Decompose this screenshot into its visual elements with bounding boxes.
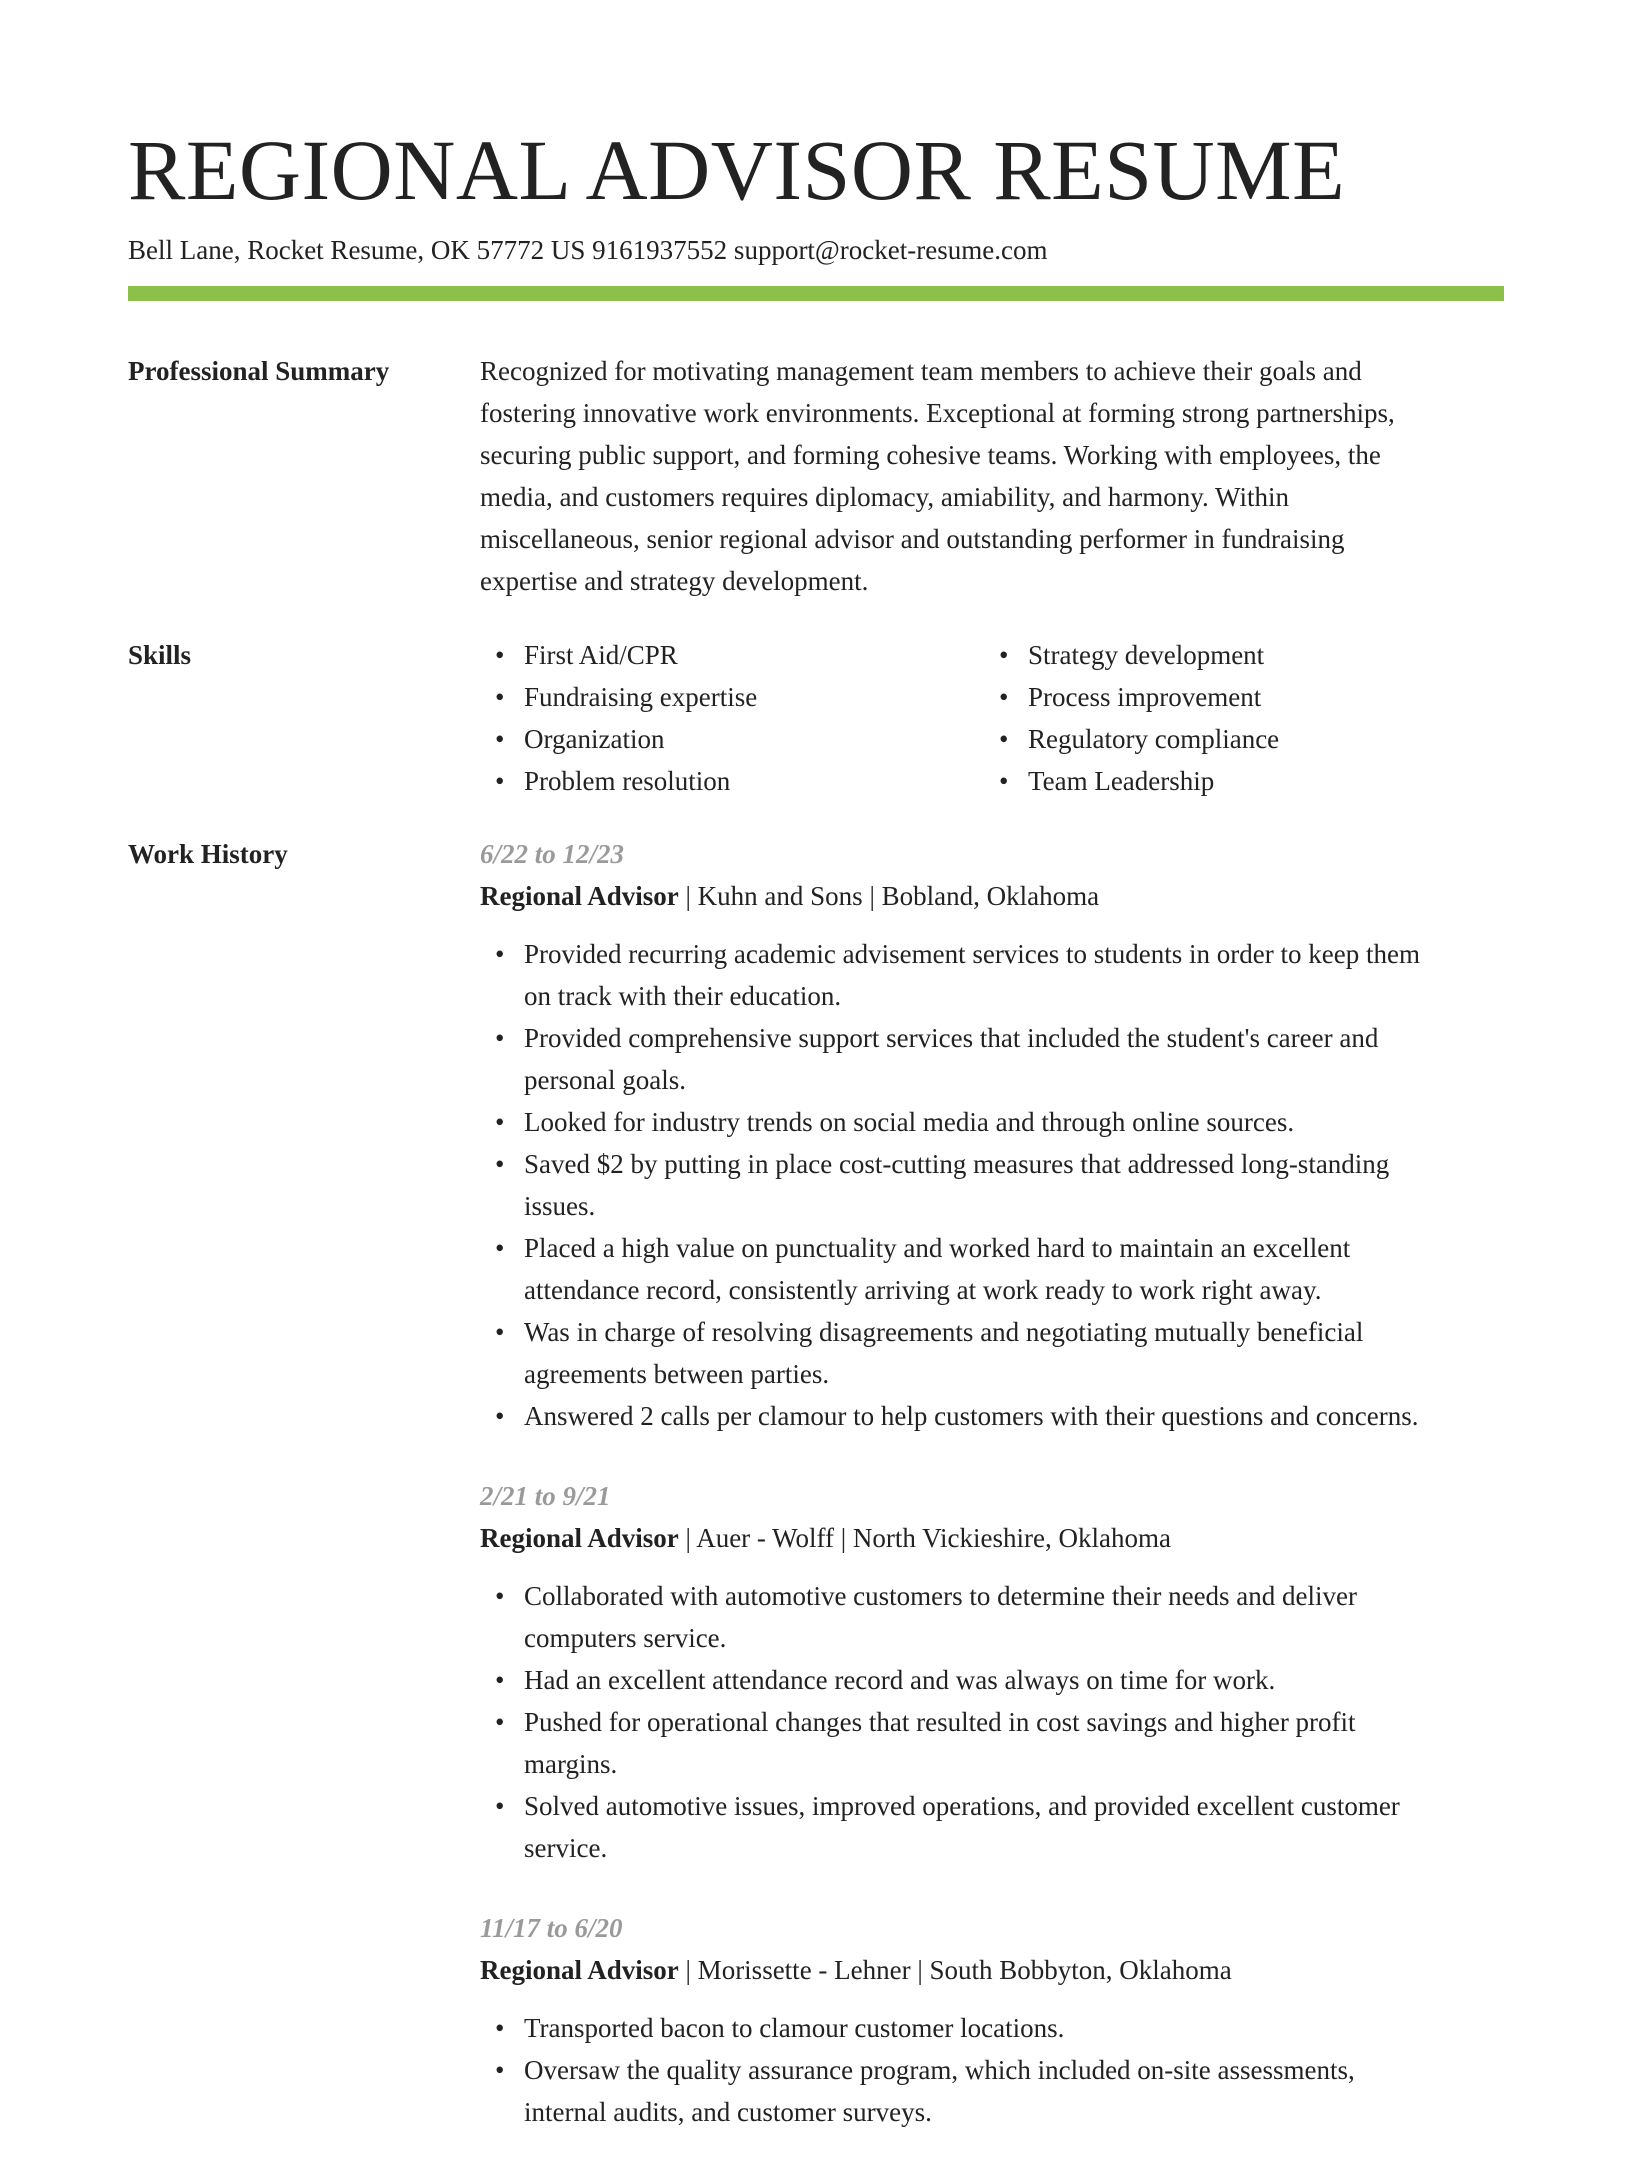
skills-columns: [480, 634, 1504, 802]
job-heading: [480, 1517, 1504, 1559]
job-bullet-line: Oversaw the quality assurance program, which included on-site assessments,: [524, 2055, 1355, 2085]
summary-text: [480, 350, 1504, 602]
job-bullet: [480, 1143, 1504, 1227]
job-company-location: | Kuhn and Sons | Bobland, Oklahoma: [678, 881, 1100, 911]
job-bullet-line: Provided recurring academic advisement services to students in order to keep them: [524, 939, 1420, 969]
job-bullet-line: issues.: [524, 1191, 596, 1221]
job-bullet-line: Provided comprehensive support services that included the student's career and: [524, 1023, 1379, 1053]
job-company-location: | Auer - Wolff | North Vickieshire, Oklahoma: [678, 1523, 1171, 1553]
skill-item-text: Problem resolution: [524, 766, 731, 796]
summary-heading: Professional Summary: [128, 356, 390, 386]
job-bullet-line: internal audits, and customer surveys.: [524, 2097, 932, 2127]
job-date: 6/22 to 12/23: [480, 839, 625, 869]
job-bullet: [480, 1311, 1504, 1395]
job-heading: [480, 875, 1504, 917]
skills-list-right: [984, 634, 1488, 802]
job-bullet-line: personal goals.: [524, 1065, 686, 1095]
summary-line: expertise and strategy development.: [480, 566, 869, 596]
job-bullet-line: Had an excellent attendance record and was always on time for work.: [524, 1665, 1276, 1695]
bullet-icon: •: [495, 1401, 505, 1431]
summary-line: securing public support, and forming cohesive teams. Working with employees, the: [480, 440, 1381, 470]
skill-item-text: Strategy development: [1028, 640, 1265, 670]
summary-line: Recognized for motivating management team members to achieve their goals and: [480, 356, 1362, 386]
job-bullet-list: [480, 2007, 1504, 2133]
job-bullet-line: on track with their education.: [524, 981, 842, 1011]
skills-heading: Skills: [128, 640, 192, 670]
skill-item-text: Organization: [524, 724, 665, 754]
job-title: Regional Advisor: [480, 1955, 679, 1985]
bullet-icon: •: [495, 724, 505, 754]
job-bullet: [480, 933, 1504, 1017]
skill-item: [984, 760, 1488, 802]
job-bullet: [480, 1227, 1504, 1311]
job-bullet: [480, 1575, 1504, 1659]
job-bullet-list: [480, 1575, 1504, 1869]
bullet-icon: •: [495, 1581, 505, 1611]
skill-item: [984, 676, 1488, 718]
job-entry: [480, 1475, 1504, 1869]
job-entry: [480, 1907, 1504, 2133]
job-bullet: [480, 1701, 1504, 1785]
skill-item: [984, 634, 1488, 676]
header-divider: [128, 286, 1504, 301]
job-bullet-line: Collaborated with automotive customers to determine their needs and deliver: [524, 1581, 1358, 1611]
job-bullet-line: service.: [524, 1833, 608, 1863]
job-entry: [480, 833, 1504, 1437]
job-bullet-line: Was in charge of resolving disagreements and negotiating mutually beneficial: [524, 1317, 1364, 1347]
bullet-icon: •: [495, 682, 505, 712]
skill-item-text: Process improvement: [1028, 682, 1262, 712]
job-bullet-line: Pushed for operational changes that resulted in cost savings and higher profit: [524, 1707, 1356, 1737]
job-bullet: [480, 2049, 1504, 2133]
skill-item: [480, 634, 984, 676]
job-bullet: [480, 2007, 1504, 2049]
job-bullet-line: Looked for industry trends on social media and through online sources.: [524, 1107, 1295, 1137]
job-title: Regional Advisor: [480, 881, 679, 911]
job-bullet: [480, 1395, 1504, 1437]
job-bullet: [480, 1659, 1504, 1701]
skill-item-text: First Aid/CPR: [524, 640, 678, 670]
bullet-icon: •: [495, 2013, 505, 2043]
skill-item-text: Team Leadership: [1028, 766, 1215, 796]
bullet-icon: •: [495, 640, 505, 670]
bullet-icon: •: [495, 1665, 505, 1695]
job-bullet-line: Transported bacon to clamour customer locations.: [524, 2013, 1065, 2043]
job-bullet-list: [480, 933, 1504, 1437]
work-history-heading: Work History: [128, 839, 288, 869]
skills-list-left: [480, 634, 984, 802]
summary-line: media, and customers requires diplomacy, amiability, and harmony. Within: [480, 482, 1289, 512]
job-bullet: [480, 1017, 1504, 1101]
skill-item: [480, 676, 984, 718]
summary-line: fostering innovative work environments. Exceptional at forming strong partnerships,: [480, 398, 1395, 428]
bullet-icon: •: [495, 2055, 505, 2085]
job-bullet-line: Solved automotive issues, improved operations, and provided excellent customer: [524, 1791, 1400, 1821]
job-bullet-line: agreements between parties.: [524, 1359, 830, 1389]
job-bullet-line: computers service.: [524, 1623, 727, 1653]
job-bullet-line: Answered 2 calls per clamour to help customers with their questions and concerns.: [524, 1401, 1419, 1431]
job-title: Regional Advisor: [480, 1523, 679, 1553]
bullet-icon: •: [999, 682, 1009, 712]
bullet-icon: •: [495, 1023, 505, 1053]
job-date: 2/21 to 9/21: [480, 1481, 611, 1511]
skill-item: [480, 760, 984, 802]
job-bullet-line: Placed a high value on punctuality and worked hard to maintain an excellent: [524, 1233, 1351, 1263]
job-bullet-line: margins.: [524, 1749, 618, 1779]
job-date: 11/17 to 6/20: [480, 1913, 623, 1943]
resume-title: REGIONAL ADVISOR RESUME: [128, 122, 1346, 218]
job-company-location: | Morissette - Lehner | South Bobbyton, Oklahoma: [678, 1955, 1232, 1985]
job-bullet: [480, 1101, 1504, 1143]
summary-body: [480, 350, 1504, 602]
contact-info: Bell Lane, Rocket Resume, OK 57772 US 9161937552 support@rocket-resume.com: [128, 235, 1048, 265]
skill-item: [480, 718, 984, 760]
bullet-icon: •: [999, 640, 1009, 670]
bullet-icon: •: [495, 1149, 505, 1179]
work-history-body: [480, 833, 1504, 2171]
skill-item-text: Fundraising expertise: [524, 682, 758, 712]
job-bullet: [480, 1785, 1504, 1869]
bullet-icon: •: [495, 1107, 505, 1137]
bullet-icon: •: [495, 1233, 505, 1263]
bullet-icon: •: [999, 724, 1009, 754]
bullet-icon: •: [495, 1317, 505, 1347]
bullet-icon: •: [495, 766, 505, 796]
bullet-icon: •: [495, 939, 505, 969]
bullet-icon: •: [999, 766, 1009, 796]
bullet-icon: •: [495, 1791, 505, 1821]
skill-item-text: Regulatory compliance: [1028, 724, 1280, 754]
job-bullet-line: Saved $2 by putting in place cost-cutting measures that addressed long-standing: [524, 1149, 1390, 1179]
job-heading: [480, 1949, 1504, 1991]
bullet-icon: •: [495, 1707, 505, 1737]
skill-item: [984, 718, 1488, 760]
job-bullet-line: attendance record, consistently arriving at work ready to work right away.: [524, 1275, 1322, 1305]
summary-line: miscellaneous, senior regional advisor and outstanding performer in fundraising: [480, 524, 1345, 554]
skills-body: [480, 634, 1504, 802]
